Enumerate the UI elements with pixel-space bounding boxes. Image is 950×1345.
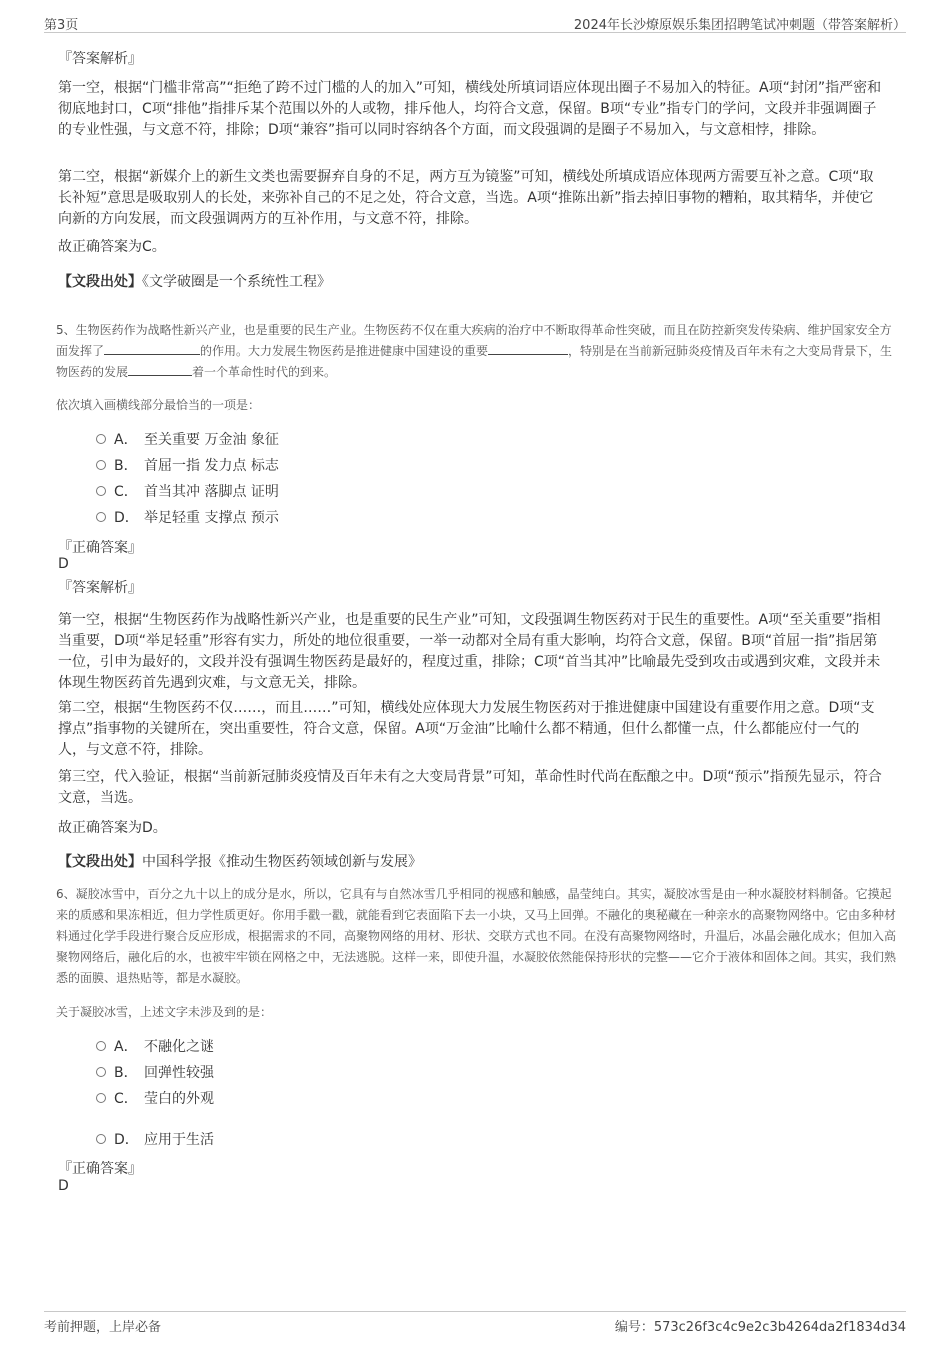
footer-slogan: 考前押题，上岸必备 <box>44 1320 162 1335</box>
q6-option-d[interactable]: D． 应用于生活 <box>96 1130 214 1150</box>
q5-analysis-p1: 第一空，根据“生物医药作为战略性新兴产业，也是重要的民生产业”可知，文段强调生物医药对于民生的重要性。A项“至关重要”指相当重要，D项“举足轻重”形容有实力，所处的地位很重要，一举一动都对全局有重大影响，均符合文意，保留。B项“首屈一指”指居第一位，引申为最好的，文段并没有强调生物医药是最好的，程度过重，排除；C项“首当其冲”比喻最先受到攻击或遇到灾难，文段并未体现生物医药首先遇到灾难，与文意无关，排除。 <box>58 612 881 691</box>
q5-source <box>58 852 422 873</box>
q5-stem-part-a: 5、生物医药作为战略性新兴产业，也是重要的民生产业。生物医药不仅在重大疾病的治疗中不断取得革命性突破，而且在防控新突发传染病、维护国家安全方面发挥了 <box>56 323 892 358</box>
q5-analysis-p3: 第三空，代入验证，根据“当前新冠肺炎疫情及百年未有之大变局背景”可知，革命性时代尚在酝酿之中。D项“预示”指预先显示，符合文意，当选。 <box>58 769 882 806</box>
q5-source-label: 【文段出处】 <box>58 854 142 870</box>
q6-option-c[interactable]: C． 莹白的外观 <box>96 1089 214 1109</box>
q6-answer-heading: 『正确答案』 <box>58 1161 142 1177</box>
radio-icon[interactable] <box>96 1093 106 1103</box>
radio-icon[interactable] <box>96 460 106 470</box>
q4-analysis-heading: 『答案解析』 <box>58 51 142 67</box>
q6-answer: D <box>58 1178 69 1194</box>
q5-blank-3 <box>128 363 192 376</box>
q5-stem <box>56 320 898 383</box>
q5-analysis-heading: 『答案解析』 <box>58 580 142 596</box>
q4-source <box>58 272 331 293</box>
q5-answer: D <box>58 556 69 572</box>
q5-answer-heading: 『正确答案』 <box>58 540 142 556</box>
page-header <box>44 12 906 33</box>
radio-icon[interactable] <box>96 1041 106 1051</box>
document-title: 2024年长沙燎原娱乐集团招聘笔试冲刺题（带答案解析） <box>573 18 906 33</box>
radio-icon[interactable] <box>96 512 106 522</box>
q6-prompt: 关于凝胶冰雪，上述文字未涉及到的是： <box>56 1005 273 1019</box>
q5-blank-2 <box>488 342 568 355</box>
q4-source-text: 《文学破圈是一个系统性工程》 <box>142 274 331 290</box>
q6-stem: 6、凝胶冰雪中，百分之九十以上的成分是水，所以，它具有与自然冰雪几乎相同的视感和触感，晶莹纯白。其实，凝胶冰雪是由一种水凝胶材料制备。它摸起来的质感和果冻相近，但力学性质更好。你用手戳一戳，就能看到它表面陷下去一小块，又马上回弹。不融化的奥秘藏在一种亲水的高聚物网络中。它由多种材料通过化学手段进行聚合反应形成，根据需求的不同，高聚物网络的用材、形状、交联方式也不同。在没有高聚物网络时，升温后，冰晶会融化成水；但加入高聚物网络后，融化后的水，也被牢牢锁在网格之中，无法逃脱。这样一来，即使升温，水凝胶依然能保持形状的完整——它介于液体和固体之间。其实，我们熟悉的面膜、退热贴等，都是水凝胶。 <box>56 887 897 985</box>
q5-source-text: 中国科学报《推动生物医药领域创新与发展》 <box>142 854 422 870</box>
page-footer <box>44 1311 906 1336</box>
q4-conclusion: 故正确答案为C。 <box>58 239 166 255</box>
document-id: 编号：573c26f3c4c9e2c3b4264da2f1834d34 <box>614 1320 906 1335</box>
q5-option-a[interactable]: A． 至关重要 万金油 象征 <box>96 430 279 450</box>
q5-option-d[interactable]: D． 举足轻重 支撑点 预示 <box>96 508 279 528</box>
q5-stem-part-d: 着一个革命性时代的到来。 <box>192 365 337 379</box>
q5-prompt: 依次填入画横线部分最恰当的一项是： <box>56 398 261 412</box>
radio-icon[interactable] <box>96 1134 106 1144</box>
q5-conclusion: 故正确答案为D。 <box>58 820 167 836</box>
page-number: 第3页 <box>44 18 79 33</box>
q5-option-c[interactable]: C． 首当其冲 落脚点 证明 <box>96 482 279 502</box>
radio-icon[interactable] <box>96 486 106 496</box>
radio-icon[interactable] <box>96 1067 106 1077</box>
q4-analysis-p1: 第一空，根据“门槛非常高”“拒绝了跨不过门槛的人的加入”可知，横线处所填词语应体现出圈子不易加入的特征。A项“封闭”指严密和彻底地封口，C项“排他”指排斥某个范围以外的人或物，排斥他人，均符合文意，保留。B项“专业”指专门的学问，文段并非强调圈子的专业性强，与文意不符，排除；D项“兼容”指可以同时容纳各个方面，而文段强调的是圈子不易加入，与文意相悖，排除。 <box>58 80 882 138</box>
q6-option-a[interactable]: A． 不融化之谜 <box>96 1037 214 1057</box>
q4-analysis-p2: 第二空，根据“新媒介上的新生文类也需要摒弃自身的不足，两方互为镜鉴”可知，横线处所填成语应体现两方需要互补之意。C项“取长补短”意思是吸取别人的长处，来弥补自己的不足之处，符合文意，当选。A项“推陈出新”指去掉旧事物的糟粕，取其精华，并使它向新的方向发展，而文段强调两方的互补作用，与文意不符，排除。 <box>58 169 874 227</box>
q6-option-b[interactable]: B． 回弹性较强 <box>96 1063 214 1083</box>
q5-stem-part-b: 的作用。大力发展生物医药是推进健康中国建设的重要 <box>200 344 489 358</box>
q5-analysis-p2: 第二空，根据“生物医药不仅……，而且……”可知，横线处应体现大力发展生物医药对于推进健康中国建设有重要作用之意。D项“支撑点”指事物的关键所在，突出重要性，符合文意，保留。A项“万金油”比喻什么都不精通，但什么都懂一点，什么都能应付一气的人，与文意不符，排除。 <box>58 700 875 758</box>
q5-stem-part-c: ，特别是在当前新冠肺炎疫情及百年未有之大变局背景下，生物医药的发展 <box>56 344 893 379</box>
q4-source-label: 【文段出处】 <box>58 274 142 290</box>
q5-blank-1 <box>104 342 200 355</box>
radio-icon[interactable] <box>96 434 106 444</box>
q5-option-b[interactable]: B． 首屈一指 发力点 标志 <box>96 456 279 476</box>
